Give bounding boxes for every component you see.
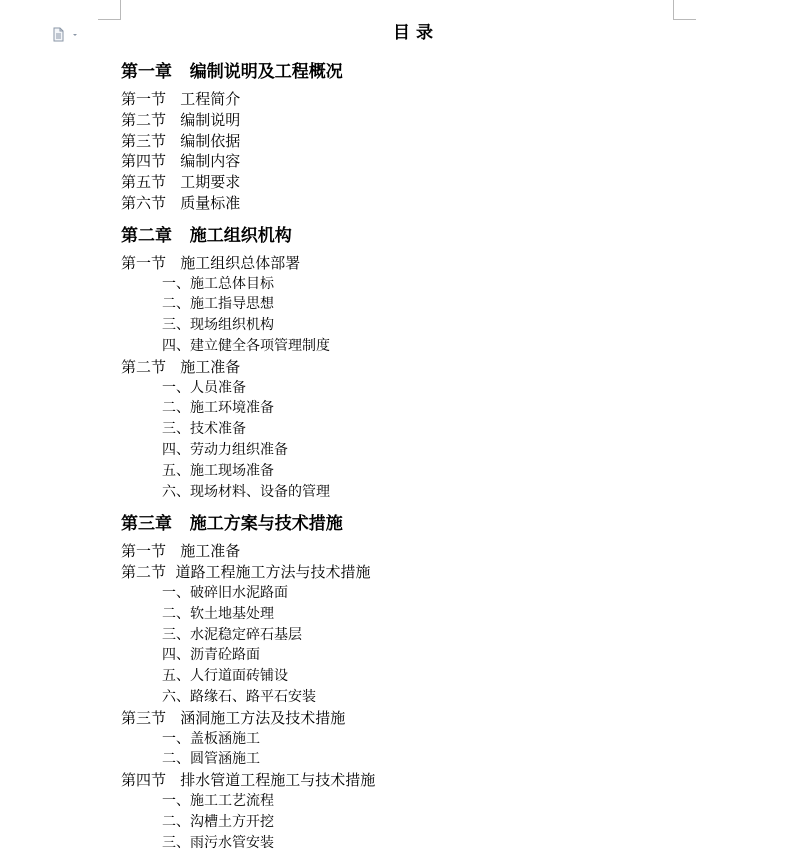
chapter-heading: 第一章 编制说明及工程概况 bbox=[121, 62, 343, 82]
section-entry: 第一节 工程简介 bbox=[121, 90, 241, 108]
section-entry: 第一节 施工准备 bbox=[121, 542, 241, 561]
subsection-entry: 四、建立健全各项管理制度 bbox=[162, 337, 330, 354]
section-entry: 第三节 涵洞施工方法及技术措施 bbox=[121, 708, 346, 727]
section-entry: 第二节 编制说明 bbox=[121, 110, 241, 129]
subsection-entry: 二、圆管涵施工 bbox=[162, 751, 260, 768]
toc-title: 目 录 bbox=[393, 23, 433, 43]
chapter-heading: 第二章 施工组织机构 bbox=[121, 225, 292, 246]
subsection-entry: 一、破碎旧水泥路面 bbox=[162, 584, 288, 601]
subsection-entry: 一、人员准备 bbox=[162, 379, 246, 396]
section-entry: 第二节 道路工程施工方法与技术措施 bbox=[121, 563, 371, 582]
subsection-entry: 三、现场组织机构 bbox=[162, 317, 274, 334]
subsection-entry: 二、施工环境准备 bbox=[162, 400, 274, 417]
section-entry: 第二节 施工准备 bbox=[121, 357, 241, 376]
subsection-entry: 一、盖板涵施工 bbox=[162, 730, 260, 747]
subsection-entry: 五、施工现场准备 bbox=[162, 462, 274, 479]
page-corner-mark-left bbox=[98, 0, 121, 20]
subsection-entry: 一、施工总体目标 bbox=[162, 275, 274, 292]
subsection-entry: 六、路缘石、路平石安装 bbox=[162, 688, 316, 705]
subsection-entry: 三、水泥稳定碎石基层 bbox=[162, 626, 302, 643]
subsection-entry: 一、施工工艺流程 bbox=[162, 792, 274, 809]
subsection-entry: 二、施工指导思想 bbox=[162, 296, 274, 313]
subsection-entry: 二、软土地基处理 bbox=[162, 605, 274, 622]
subsection-entry: 二、沟槽土方开挖 bbox=[162, 813, 274, 830]
section-entry: 第五节 工期要求 bbox=[121, 173, 241, 192]
section-entry: 第一节 施工组织总体部署 bbox=[121, 253, 301, 272]
section-entry: 第六节 质量标准 bbox=[121, 193, 241, 212]
table-of-contents bbox=[121, 60, 793, 853]
subsection-entry: 五、人行道面砖铺设 bbox=[162, 668, 288, 685]
subsection-entry: 四、劳动力组织准备 bbox=[162, 441, 288, 458]
subsection-entry: 四、沥青砼路面 bbox=[162, 647, 260, 664]
section-entry: 第三节 编制依据 bbox=[121, 131, 241, 150]
subsection-entry: 六、现场材料、设备的管理 bbox=[162, 483, 330, 500]
section-entry: 第四节 排水管道工程施工与技术措施 bbox=[121, 771, 376, 790]
page-corner-mark-right bbox=[673, 0, 696, 20]
section-entry: 第四节 编制内容 bbox=[121, 152, 241, 171]
subsection-entry: 三、技术准备 bbox=[162, 421, 246, 438]
chapter-heading: 第三章 施工方案与技术措施 bbox=[121, 514, 343, 535]
subsection-entry: 三、雨污水管安装 bbox=[162, 834, 274, 851]
